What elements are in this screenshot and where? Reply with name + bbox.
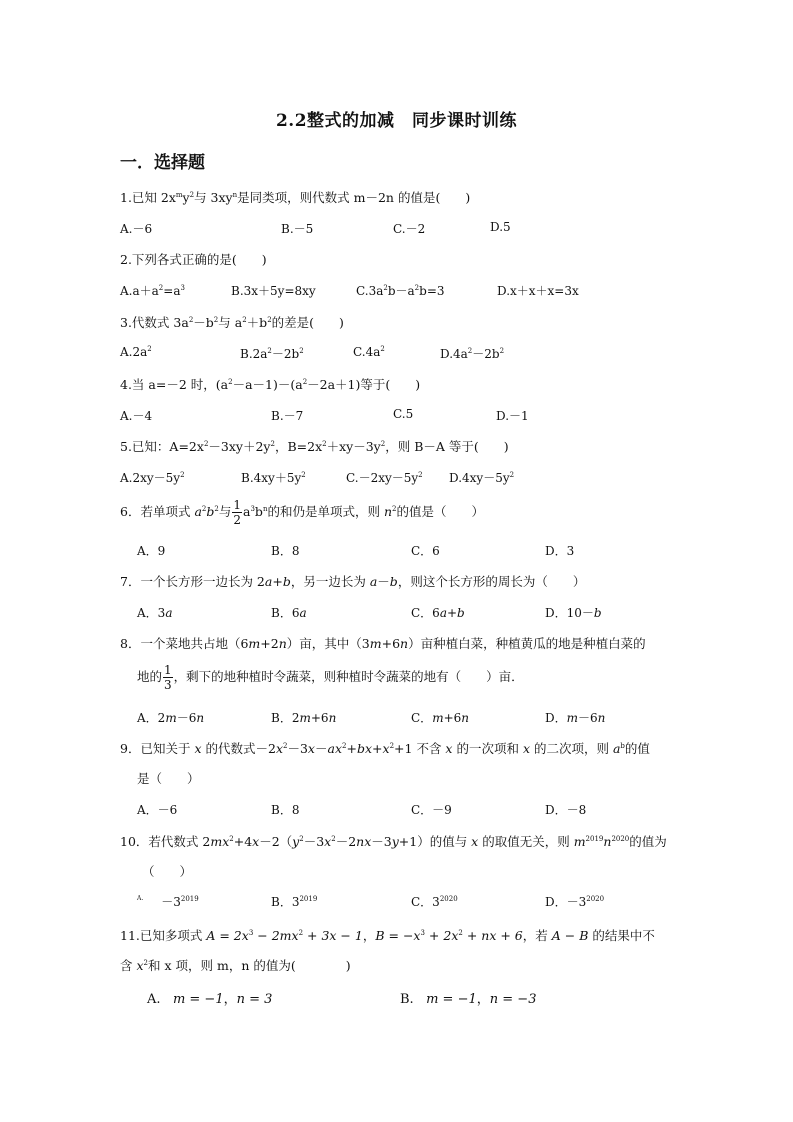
q10-option-d: D．$-3^{2020}$ [545,895,605,909]
q10-option-c: C．$3^{2020}$ [411,895,458,909]
q4-option-a: A.－4 [120,409,153,423]
q7-option-b: B．6a [271,606,307,620]
q3-option-a: $A.2a^2$ [120,345,152,359]
q11-option-b: B. m = −1，n = −3 [400,992,537,1007]
q10-option-a: $^{A.} -3^{2019}$ [137,895,199,909]
question-8-line-2: 地的 $\frac{1}{3}$ ，剩下的地种植时令蔬菜，则种植时令蔬菜的地有（ ）亩． [137,663,524,692]
q3-option-d: $D.4a^2-2b^2$ [440,347,505,361]
q2-option-a: $A.a+a^2=a^3$ [120,284,185,298]
question-9: 9．已知关于 x 的代数式$-2x^2-3x-ax^2+bx+x^2+1$ 不含 x 的一次项和 x 的二次项，则 $a^b$的值 [120,741,650,756]
q5-option-a: $A.2xy-5y^2$ [120,471,185,485]
q1-option-b: B.－5 [281,222,314,236]
question-8: 8．一个菜地共占地（6m+2n）亩，其中（3m+6n）亩种植白菜，种植黄瓜的地是种植白菜的 [120,636,646,651]
question-3: 3.代数式 $3a^2-b^2$与 $a^2+b^2$的差是( ) [120,315,344,330]
q6-option-a: A．9 [137,544,166,558]
fraction-one-half: $\frac{1}{2}$ [233,498,241,527]
q1-option-a: A.－6 [120,222,153,236]
q9-option-c: C．－9 [411,803,452,817]
question-5: 5.已知：$A=2x^2-3xy+2y^2$，$B=2x^2+xy-3y^2$，则 B－A 等于( ) [120,439,509,454]
q8-option-c: C．m+6n [411,711,470,725]
q10-option-b: B．$3^{2019}$ [271,895,318,909]
q5-option-b: $B.4xy+5y^2$ [241,471,306,485]
question-11: 11.已知多项式 $A = 2x^3 - 2mx^2 + 3x - 1$，$B = -x^3 + 2x^2$ + nx + 6，若 A − B 的结果中不 [120,928,655,943]
q7-option-a: A．3a [137,606,173,620]
question-1: 1.已知 $2x^my^2$与 $3xy^n$是同类项，则代数式 m－2n 的值是( ) [120,190,471,205]
q1-option-d: D.5 [490,220,511,234]
fraction-one-third: $\frac{1}{3}$ [164,663,172,692]
q2-option-b: B.3x＋5y=8xy [231,284,316,298]
q6-option-c: C．6 [411,544,440,558]
q9-option-b: B．8 [271,803,300,817]
question-11-line-2: 含 $x^2$和 x 项，则 m，n 的值为( ) [120,958,351,973]
section-heading: 一．选择题 [120,153,205,173]
q5-option-c: $C.-2xy-5y^2$ [346,471,423,485]
question-9-line-2: 是（ ） [137,771,200,786]
q1-option-c: C.－2 [393,222,426,236]
q8-option-d: D．m－6n [545,711,606,725]
q3-option-b: $B.2a^2-2b^2$ [240,347,304,361]
question-10-line-2: （ ） [142,864,193,879]
q8-option-b: B．2m+6n [271,711,337,725]
q4-option-b: B.－7 [271,409,304,423]
q6-option-d: D．3 [545,544,575,558]
q2-option-d: D.x＋x＋x=3x [497,284,579,298]
page-title: 2.2整式的加减 同步课时训练 [275,111,518,131]
question-7: 7．一个长方形一边长为 2a+b，另一边长为 a－b，则这个长方形的周长为（ ） [120,574,586,589]
q4-option-d: D.－1 [496,409,529,423]
q7-option-c: C．6a+b [411,606,465,620]
question-10: 10．若代数式 $2mx^2+4x-2(y^2-3x^2-2nx-3y+1)$的值与 x 的取值无关，则 $m^{2019}n^{2020}$的值为 [120,834,667,849]
question-6: 6．若单项式 $a^2b^2$与 $\frac{1}{2}$ $a^3b^n$的和仍是单项式，则 $n^2$的值是（ ） [120,498,484,527]
q8-option-a: A．2m－6n [137,711,205,725]
q7-option-d: D．10－b [545,606,602,620]
question-4: 4.当 a=－2 时，$(a^2-a-1)-(a^2-2a+1)$等于( ) [120,377,421,392]
q4-option-c: C.5 [393,407,414,421]
q9-option-d: D．－8 [545,803,587,817]
q9-option-a: A．－6 [137,803,178,817]
q2-option-c: $C.3a^2b-a^2b=3$ [356,284,445,298]
q3-option-c: $C.4a^2$ [353,345,385,359]
q11-option-a: A. m = −1，n = 3 [147,992,273,1007]
q5-option-d: $D.4xy-5y^2$ [449,471,515,485]
q6-option-b: B．8 [271,544,300,558]
question-2: 2.下列各式正确的是( ) [120,252,267,267]
